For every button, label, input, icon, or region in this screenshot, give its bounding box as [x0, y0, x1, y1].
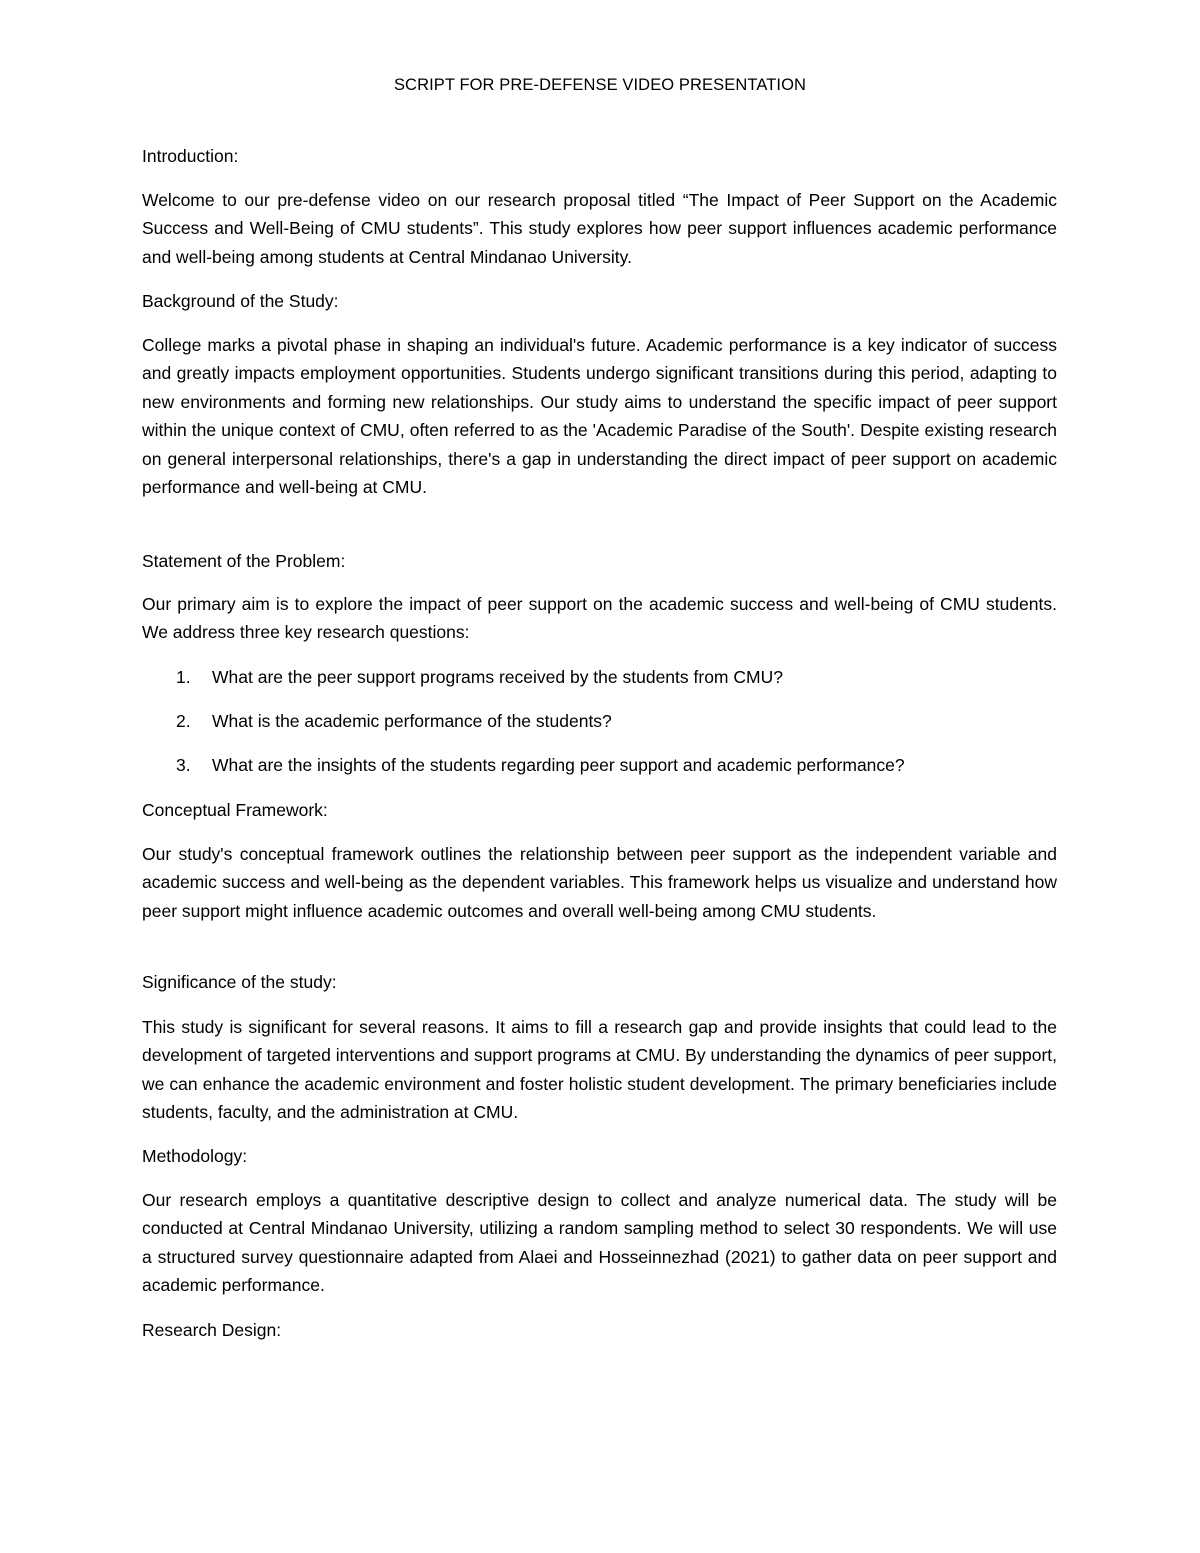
methodology-heading: Methodology:: [142, 1146, 248, 1166]
significance-paragraph: This study is significant for several reasons. It aims to fill a research gap and provide insights that could lead to the development of targeted interventions and support programs at CMU. By understanding the dynamics of peer support, we can enhance the academic environment and foster holistic student development. The primary beneficiaries include students, faculty, and the administration at CMU.: [142, 1017, 1057, 1123]
list-item-text: What is the academic performance of the students?: [212, 711, 612, 731]
framework-paragraph: Our study's conceptual framework outlines the relationship between peer support as the independent variable and academic success and well-being as the dependent variables. This framework helps us visualize and understand how peer support might influence academic outcomes and overall well-being among CMU students.: [142, 844, 1057, 921]
problem-paragraph: Our primary aim is to explore the impact of peer support on the academic success and well-being of CMU students. We address three key research questions:: [142, 594, 1057, 643]
background-paragraph: College marks a pivotal phase in shaping an individual's future. Academic performance is a key indicator of success and greatly impacts employment opportunities. Students undergo significant transitions during this period, adapting to new environments and forming new relationships. Our study aims to understand the specific impact of peer support within the unique context of CMU, often referred to as the 'Academic Paradise of the South'. Despite existing research on general interpersonal relationships, there's a gap in understanding the direct impact of peer support on academic performance and well-being at CMU.: [142, 335, 1057, 498]
methodology-paragraph: Our research employs a quantitative descriptive design to collect and analyze numerical data. The study will be conducted at Central Mindanao University, utilizing a random sampling method to select 30 respondents. We will use a structured survey questionnaire adapted from Alaei and Hosseinnezhad (2021) to gather data on peer support and academic performance.: [142, 1190, 1057, 1296]
framework-heading: Conceptual Framework:: [142, 800, 328, 820]
list-item-number: 3.: [176, 755, 191, 775]
introduction-heading: Introduction:: [142, 146, 239, 166]
list-item-number: 2.: [176, 711, 191, 731]
document-title: SCRIPT FOR PRE-DEFENSE VIDEO PRESENTATION: [393, 76, 807, 94]
list-item-text: What are the peer support programs received by the students from CMU?: [212, 667, 783, 687]
list-item-number: 1.: [176, 667, 191, 687]
research-design-heading: Research Design:: [142, 1320, 282, 1340]
significance-heading: Significance of the study:: [142, 972, 337, 992]
introduction-paragraph: Welcome to our pre-defense video on our research proposal titled “The Impact of Peer Support on the Academic Success and Well-Being of CMU students”. This study explores how peer support influences academic performance and well-being among students at Central Mindanao University.: [142, 190, 1057, 267]
problem-heading: Statement of the Problem:: [142, 551, 346, 571]
list-item-text: What are the insights of the students regarding peer support and academic performance?: [212, 755, 905, 775]
background-heading: Background of the Study:: [142, 291, 339, 311]
